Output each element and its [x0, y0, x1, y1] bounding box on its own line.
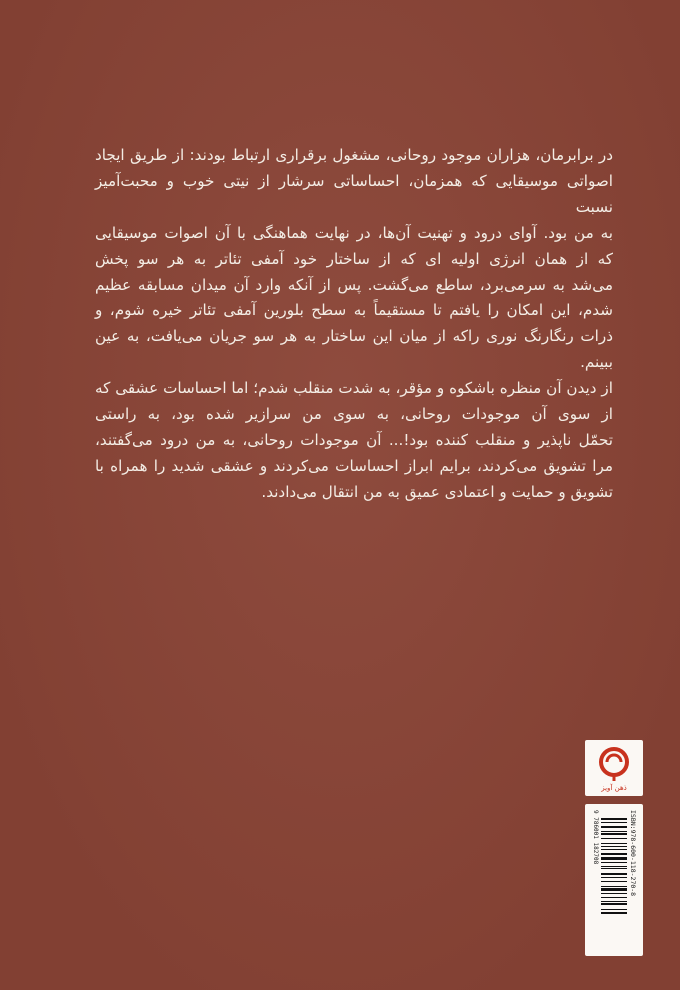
barcode-bar: [601, 826, 627, 829]
barcode-bar: [601, 886, 627, 887]
barcode-bar: [601, 822, 627, 823]
blurb-line: شدم، این امکان را یافتم تا مستقیماً به سطح بلورین آمفی تئاتر خیره شوم، و: [95, 301, 613, 320]
ean-number-wrap: [591, 810, 599, 950]
barcode-bar: [601, 877, 627, 878]
blurb-line: از دیدن آن منظره باشکوه و مؤقر، به شدت منقلب شدم؛ اما احساسات عشقی که: [95, 379, 613, 398]
barcode-bar: [601, 912, 627, 914]
barcode-bar: [601, 818, 627, 820]
barcode-bar: [601, 846, 627, 848]
blurb-paragraph-1: [95, 143, 613, 376]
barcode-bar: [601, 903, 627, 905]
barcode-bar: [601, 893, 627, 894]
barcode-bar: [601, 881, 627, 883]
publisher-name: ذهن آویز: [601, 784, 627, 792]
barcode-bar: [601, 897, 627, 898]
publisher-logo-icon: [597, 746, 631, 782]
isbn-number: ISBN:978-600-118-270-8: [629, 810, 637, 897]
publisher-logo: [585, 740, 643, 796]
blurb-line: که از همان انرژی اولیه ای که از ساختار خود آمفی تئاتر به هر سو پخش: [95, 249, 613, 268]
barcode-bar: [601, 857, 627, 860]
blurb-line: به من بود. آوای درود و تهنیت آن‌ها، در نهایت هماهنگی با آن اصوات موسیقایی: [95, 223, 613, 242]
blurb-line: از سوی آن موجودات روحانی، به سوی من سرازیر شده بود، به راستی: [95, 405, 613, 424]
barcode-bar: [601, 866, 627, 867]
barcode-bar: [601, 888, 627, 891]
barcode-bar: [601, 873, 627, 875]
barcode-bars: [601, 818, 627, 942]
barcode-bar: [601, 833, 627, 835]
blurb-line: تشویق و حمایت و اعتمادی عمیق به من انتقال می‌دادند.: [261, 482, 613, 501]
barcode-bar: [601, 843, 627, 844]
blurb-line: تحمّل ناپذیر و منقلب کننده بود!... آن موجودات روحانی، به من درود می‌گفتند،: [95, 430, 613, 449]
barcode-bar: [601, 838, 627, 839]
barcode-bar: [601, 868, 627, 869]
barcode-bar: [601, 853, 627, 855]
barcode-bar: [601, 909, 627, 910]
back-cover-blurb: [95, 143, 613, 506]
blurb-line: مرا تشویق می‌کردند، برایم ابراز احساسات می‌کردند و عشقی شدید را همراه با: [95, 456, 613, 475]
blurb-line: در برابرمان، هزاران موجود روحانی، مشغول برقراری ارتباط بودند: از طریق ایجاد: [95, 146, 613, 164]
blurb-line: ذرات رنگارنگ نوری راکه از میان این ساختار به هر سو جریان می‌یافت، به عین: [95, 327, 613, 346]
blurb-line: اصواتی موسیقایی که همزمان، احساساتی سرشار از نیتی خوب و محبت‌آمیز نسبت: [95, 171, 613, 216]
ean-number: 9 786001 182708: [592, 810, 599, 865]
barcode-bar: [601, 862, 627, 863]
barcode-bar: [601, 831, 627, 832]
isbn-barcode: [585, 804, 643, 956]
barcode-bar: [601, 849, 627, 850]
barcode-bar: [601, 901, 627, 902]
blurb-paragraph-2: [95, 376, 613, 506]
blurb-line: می‌شد به سرمی‌برد، ساطع می‌گشت. پس از آنکه وارد آن میدان مسابقه عظیم: [95, 275, 613, 294]
blurb-line: ببینم.: [580, 353, 613, 372]
